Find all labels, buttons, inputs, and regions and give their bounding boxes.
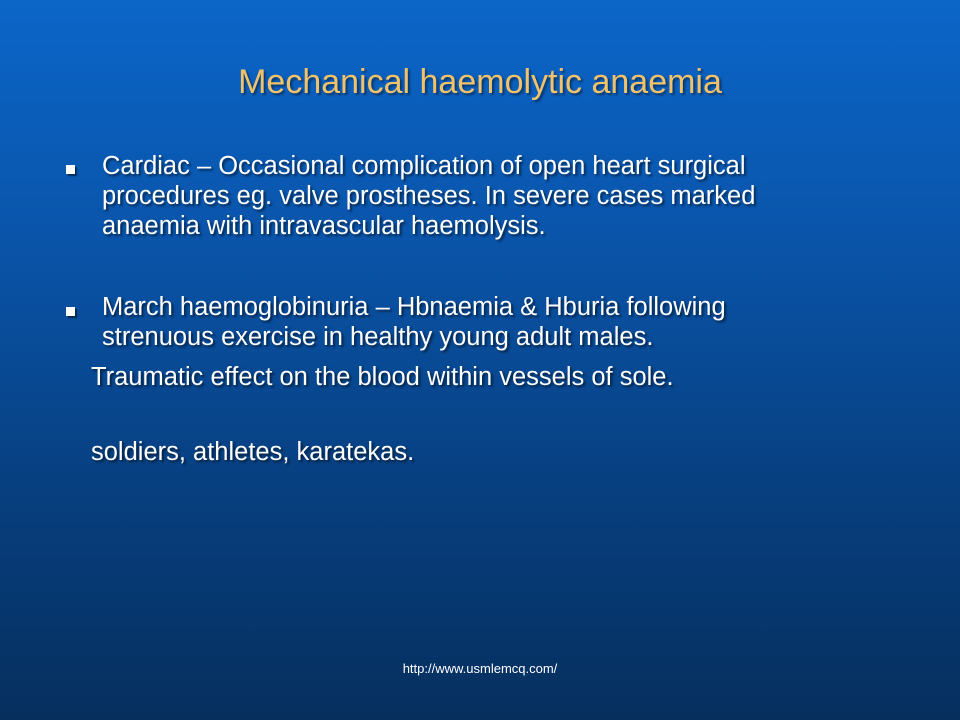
bullet-1-line-3: anaemia with intravascular haemolysis. — [102, 212, 546, 240]
bullet-2-line-1: March haemoglobinuria – Hbnaemia & Hburia following — [102, 293, 726, 321]
footer-url: http://www.usmlemcq.com/ — [402, 661, 558, 676]
continuation-line-2: soldiers, athletes, karatekas. — [91, 438, 415, 466]
bullet-2-line-2: strenuous exercise in healthy young adult males. — [102, 323, 654, 351]
slide-title: Mechanical haemolytic anaemia — [238, 63, 722, 101]
square-bullet-icon — [66, 307, 75, 316]
square-bullet-icon — [66, 165, 75, 174]
bullet-1-line-1: Cardiac – Occasional complication of open heart surgical — [102, 152, 746, 180]
continuation-line-1: Traumatic effect on the blood within vessels of sole. — [91, 363, 674, 391]
bullet-1-line-2: procedures eg. valve prostheses. In severe cases marked — [102, 182, 756, 210]
